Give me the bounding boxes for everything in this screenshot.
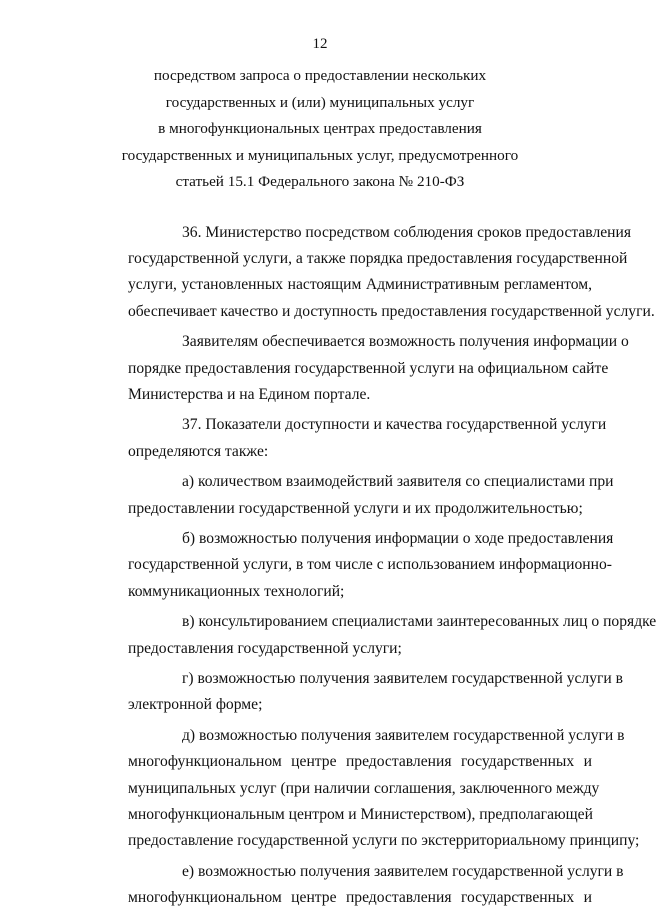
text-line: 36. Министерство посредством соблюдения сроков предоставления — [182, 224, 632, 241]
text-line: определяются также: — [128, 442, 269, 460]
text-line: предоставление государственной услуги по экстерриториальному принципу; — [128, 831, 640, 849]
text-line: коммуникационных технологий; — [128, 582, 345, 600]
text-line: Министерства и на Едином портале. — [128, 385, 371, 403]
text-line: в) консультированием специалистами заинтересованных лиц о порядке — [182, 613, 656, 631]
item-g — [74, 666, 623, 718]
paragraph-applicants-info — [74, 329, 629, 408]
page-number: 12 — [312, 36, 328, 52]
text-line: 37. Показатели доступности и качества государственной услуги — [182, 416, 607, 434]
text-line: обеспечивает качество и доступность предоставления государственной услуги. — [128, 302, 655, 320]
heading-line: государственных и (или) муниципальных услуг — [165, 93, 475, 111]
text-line: а) количеством взаимодействий заявителя со специалистами при — [182, 473, 614, 491]
item-e — [74, 859, 624, 911]
item-b — [74, 526, 614, 605]
text-line: государственной услуги, в том числе с использованием информационно- — [128, 556, 612, 574]
item-a — [74, 469, 614, 521]
heading-line: государственных и муниципальных услуг, предусмотренного — [121, 146, 519, 164]
text-line: б) возможностью получения информации о ходе предоставления — [182, 530, 614, 548]
text-line: электронной форме; — [128, 696, 263, 714]
text-line: многофункциональном центре предоставления государственных и — [128, 888, 592, 906]
text-line: д) возможностью получения заявителем государственной услуги в — [182, 727, 625, 745]
text-line: государственной услуги, а также порядка предоставления государственной — [128, 250, 628, 268]
text-line: порядке предоставления государственной услуги на официальном сайте — [128, 359, 609, 377]
paragraph-37 — [74, 412, 607, 464]
section-heading — [0, 63, 640, 196]
text-line: Заявителям обеспечивается возможность получения информации о — [182, 333, 629, 351]
heading-line: в многофункциональных центрах предоставления — [158, 120, 482, 138]
text-line: услуги, установленных настоящим Административным регламентом, — [128, 276, 592, 294]
text-line: муниципальных услуг (при наличии соглашения, заключенного между — [128, 779, 600, 797]
text-line: многофункциональном центре предоставления государственных и — [128, 753, 592, 771]
text-line: многофункциональным центром и Министерством), предполагающей — [128, 805, 593, 823]
item-d — [74, 723, 640, 854]
text-line: е) возможностью получения заявителем государственной услуги в — [182, 862, 624, 880]
heading-line: статьей 15.1 Федерального закона № 210-ФЗ — [175, 173, 465, 191]
heading-line: посредством запроса о предоставлении нескольких — [153, 67, 487, 84]
paragraph-36 — [74, 220, 655, 325]
text-line: предоставлении государственной услуги и их продолжительностью; — [128, 499, 583, 517]
text-line: г) возможностью получения заявителем государственной услуги в — [182, 670, 623, 688]
text-line: предоставления государственной услуги; — [128, 639, 402, 657]
document-body — [74, 220, 656, 916]
item-v — [74, 609, 656, 661]
